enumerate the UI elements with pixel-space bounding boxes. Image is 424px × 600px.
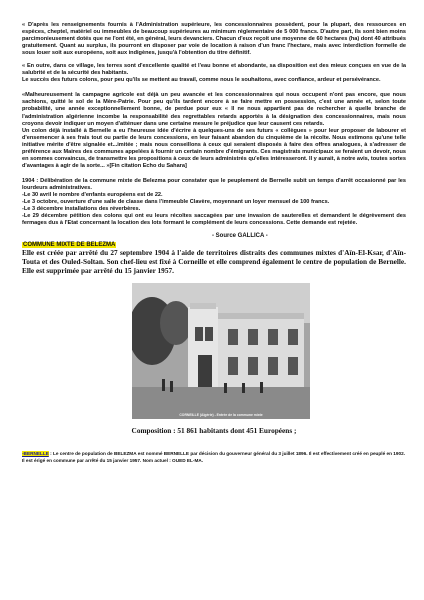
footnote-text: : Le centre de population de BELEZMA est nommé BERNELLE par décision du gouverneur général du 3 juillet 1896. Il est effectivement créé en peuplé en 1902. Il est érigé en commune par arrêté du 15 janvier 1957. Nom actuel : OUED EL-MA. [22, 451, 405, 463]
section-heading-row [22, 233, 406, 249]
paragraph-concessionnaires: « D'après les renseignements fournis à l'Administration supérieure, les concessionnaires possèdent, pour la plupart, des ressources en espèces, cheptel, matériel ou immeubles de beaucoup supérieures au minimum réglementaire de 5 000 francs. D'autre part, ils sont bien moins parcimonieusement dotés que ne l'ont été, en général, leurs devanciers. Chacun d'eux reçoit une moyenne de 60 hectares (ha) dont 40 attribués gratuitement. Quant au surplus, ils pourront en disposer par voie de location à raison d'un franc l'hectare, mais avec interdiction formelle de sous louer soit aux européens, soit aux indigènes, jusqu'à l'obtention du titre définitif. [22, 22, 406, 57]
paragraph-village: « En outre, dans ce village, les terres sont d'excellente qualité et l'eau bonne et abondante, sa disposition est des mieux conçues en vue de la salubrité et de la sécurité des habitants. Le succès des futurs colons, pour peu qu'ils se mettent au travail, comme nous le souhaitons, avec confiance, ardeur et persévérance. [22, 63, 406, 84]
photo-caption: CORNEILLE (Algérie) - Entrée de la commune mixte [179, 413, 263, 418]
section-text: Elle est créée par arrêté du 27 septembre 1904 à l'aide de territoires distraits des communes mixtes d'Aïn-El-Ksar, d'Aïn-Touta et des Ouled-Soltan. Son chef-lieu est fixé à Corneille et elle comprend également le centre de population de Bernelle. Elle est supprimée par arrêté du 15 janvier 1957. [22, 248, 406, 276]
bernelle-link[interactable]: -BERNELLE [22, 451, 49, 457]
paragraph-campagne-agricole: «Malheureusement la campagne agricole est déjà un peu avancée et les concessionnaires qui nous occupent n'ont pas encore, que nous sachions, quitté le sol de la Mère-Patrie. Pour peu qu'ils tardent encore à se faire mettre en possession, c'est une année et, selon toute probabilité, une année exceptionnellement bonne, de perdue pour eux « Il ne nous appartient pas de rechercher à quelle branche de l'administration algérienne incombe la responsabilité des regrettables retards apportés à la désignation des concessionnaires, mais nous croyons devoir indiquer un moyen d'atténuer dans une certaine mesure le préjudice que leur causent ces retards. Un colon déjà installé à Bernelle a eu l'heureuse idée d'écrire à quelques-uns de ses futurs « collègues » pour leur proposer de labourer et d'ensemencer à ses frais tout ou partie de leurs concessions, en leur faisant abandon du cinquième de la récolte. Nous estimons qu'une telle initiative mérite d'être signalée et...imitée ; mais nous conseillons à ceux qui seraient disposés à faire des offres analogues, à s'adresser de préférence aux Maires des communes appelées à fournir un certain nombre d'émigrants. Ces magistrats municipaux se feraient un devoir, nous en sommes convaincus, de transmettre les propositions à ceux de leurs administrés qu'elles intéresseront. Il y aurait, à notre avis, toutes sortes d'avantages à agir de la sorte... »[Fin citation Echo du Sahara] [22, 92, 407, 169]
paragraph-1904-chronology: 1904 : Délibération de la commune mixte de Belezma pour constater que le peuplement de Bernelle subit un temps d'arrêt occasionné par les lourdeurs administratives. -Le 30 avril le nombre d'enfants européens est de 22. -Le 3 octobre, ouverture d'une salle de classe dans l'immeuble Clavère, moyennant un loyer mensuel de 100 francs. -Le 3 décembre installations des réverbères. -Le 29 décembre pétition des colons qui ont eu leurs récoltes saccagées par une invasion de sauterelles et demandent le dégrèvement des fermages dus à l'Etat concernant la location des lots formant le complément de leurs concessions. Cette demande est rejetée. [22, 177, 406, 227]
source-label: - Source GALLICA - [212, 233, 268, 240]
historic-photo [132, 283, 310, 419]
photo-illustration [132, 283, 310, 419]
section-heading: COMMUNE MIXTE DE BELEZMA [23, 242, 116, 249]
footnote [22, 451, 406, 464]
document-page [22, 22, 406, 464]
composition-text: Composition : 51 861 habitants dont 451 Européens ; [131, 426, 297, 436]
